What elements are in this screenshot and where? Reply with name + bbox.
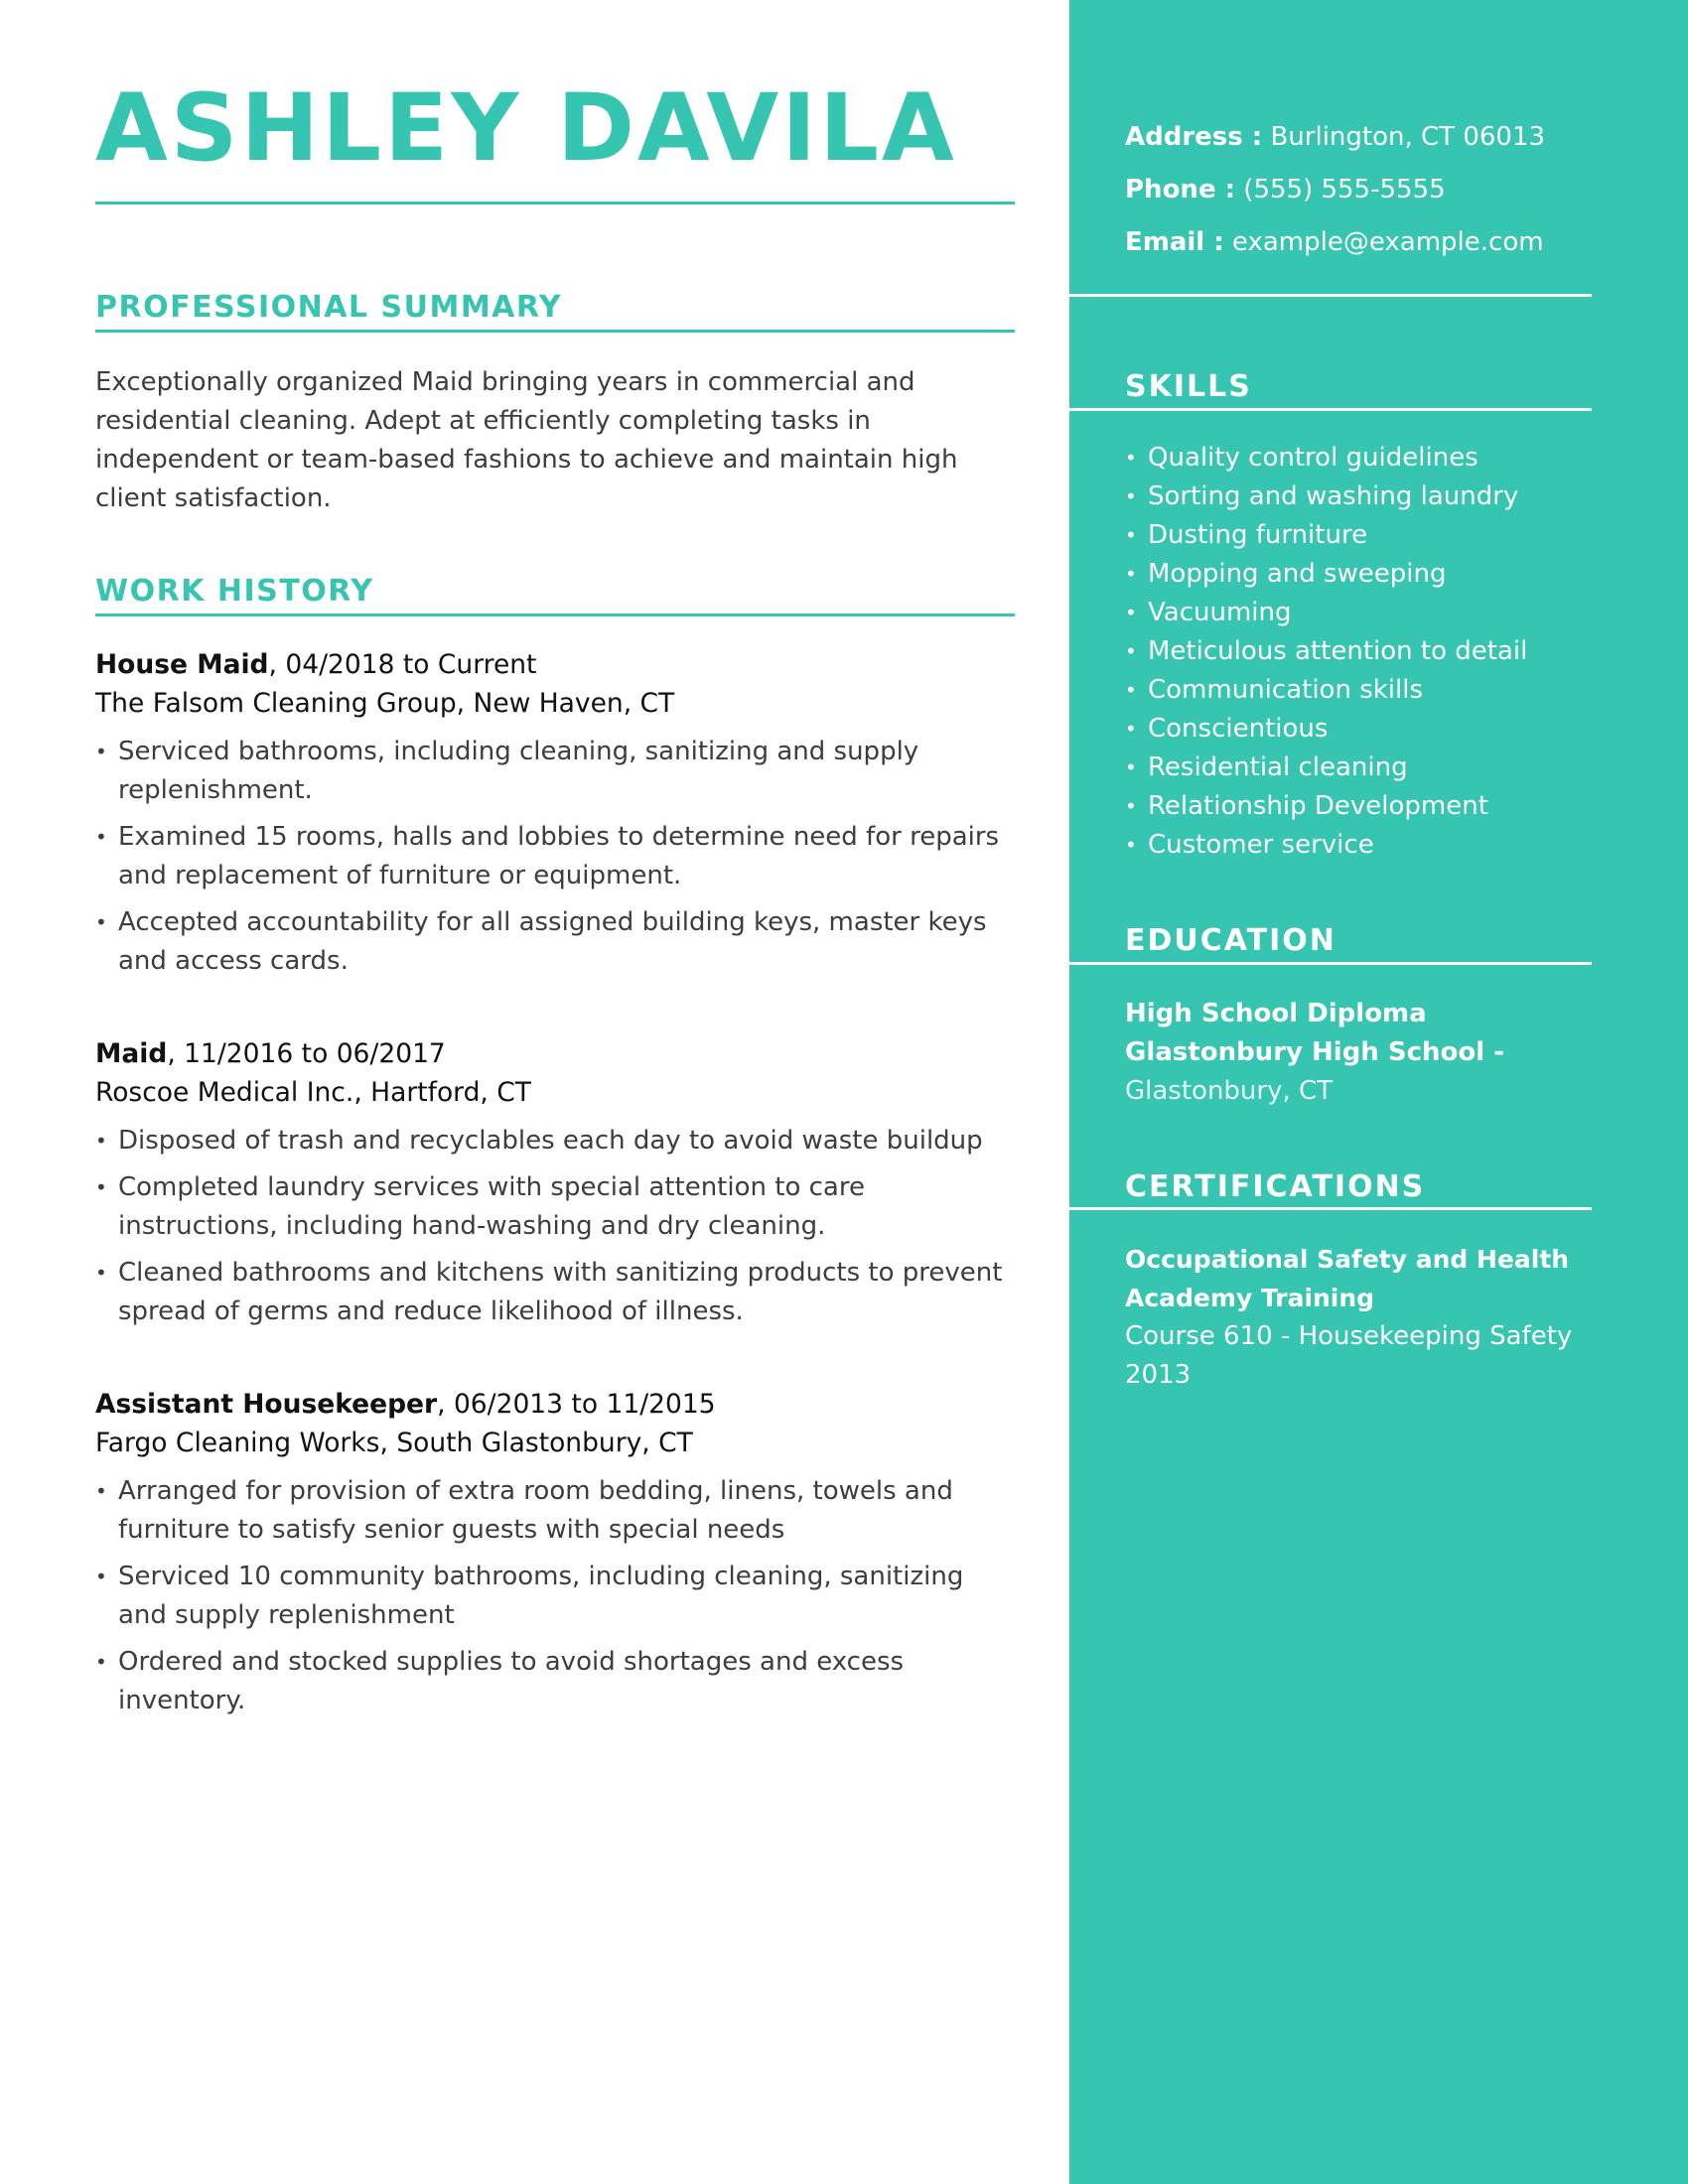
job-company: The Falsom Cleaning Group — [95, 688, 457, 719]
skill-item: • Sorting and washing laundry — [1125, 478, 1527, 516]
job-bullet: • Accepted accountability for all assigned building keys, master keys and access cards. — [95, 903, 1015, 981]
skill-item: • Conscientious — [1125, 710, 1527, 749]
job-role: House Maid — [95, 649, 269, 680]
address-value: Burlington, CT 06013 — [1262, 122, 1546, 152]
contact-address — [1125, 111, 1545, 164]
contact-block — [1125, 111, 1545, 269]
certification-name-line2: Academy Training — [1125, 1284, 1375, 1312]
job-entry — [95, 1385, 1015, 1728]
job-dates: , 11/2016 to 06/2017 — [167, 1038, 446, 1069]
skill-item: • Mopping and sweeping — [1125, 555, 1527, 594]
email-label: Email : — [1125, 227, 1224, 257]
job-bullet: • Completed laundry services with special attention to care instructions, including hand-washing and dry cleaning. — [95, 1168, 1015, 1246]
job-company-line — [95, 1424, 1015, 1462]
job-entry — [95, 645, 1015, 989]
education-degree: High School Diploma — [1125, 999, 1427, 1028]
skill-item: • Meticulous attention to detail — [1125, 632, 1527, 671]
contact-email — [1125, 216, 1545, 269]
job-company: Fargo Cleaning Works — [95, 1428, 380, 1458]
job-bullet: • Ordered and stocked supplies to avoid shortages and excess inventory. — [95, 1643, 1015, 1720]
education-divider — [1069, 962, 1592, 965]
job-location: , South Glastonbury, CT — [379, 1428, 693, 1458]
skill-item: • Residential cleaning — [1125, 749, 1527, 787]
job-location: , New Haven, CT — [456, 688, 675, 719]
skills-list — [1125, 439, 1527, 865]
work-history-title: WORK HISTORY — [95, 574, 1015, 616]
job-title-line — [95, 1385, 1015, 1424]
skill-item: • Vacuuming — [1125, 594, 1527, 632]
sidebar — [1069, 0, 1688, 2184]
education-title: EDUCATION — [1125, 923, 1336, 958]
certification-year: 2013 — [1125, 1360, 1192, 1390]
job-bullet: • Arranged for provision of extra room bedding, linens, towels and furniture to satisfy senior guests with special needs — [95, 1472, 1015, 1550]
skill-item: • Quality control guidelines — [1125, 439, 1527, 478]
phone-value: (555) 555-5555 — [1235, 175, 1446, 205]
skill-item: • Dusting furniture — [1125, 516, 1527, 555]
address-label: Address : — [1125, 122, 1263, 152]
candidate-name: ASHLEY DAVILA — [95, 74, 957, 183]
job-bullets — [95, 733, 1015, 981]
certifications-title: CERTIFICATIONS — [1125, 1169, 1426, 1204]
job-role: Assistant Housekeeper — [95, 1389, 438, 1420]
certifications-divider — [1069, 1207, 1592, 1210]
skills-title: SKILLS — [1125, 369, 1252, 404]
skill-item: • Communication skills — [1125, 671, 1527, 710]
certification-course: Course 610 - Housekeeping Safety — [1125, 1321, 1573, 1351]
skill-item: • Customer service — [1125, 826, 1527, 865]
phone-label: Phone : — [1125, 175, 1236, 205]
job-bullet: • Cleaned bathrooms and kitchens with sanitizing products to prevent spread of germs and reduce likelihood of illness. — [95, 1254, 1015, 1331]
summary-title: PROFESSIONAL SUMMARY — [95, 290, 1015, 333]
job-title-line — [95, 1034, 1015, 1073]
job-bullet: • Disposed of trash and recyclables each day to avoid waste buildup — [95, 1122, 1015, 1160]
job-dates: , 06/2013 to 11/2015 — [437, 1389, 716, 1420]
job-bullet: • Serviced 10 community bathrooms, including cleaning, sanitizing and supply replenishment — [95, 1558, 1015, 1635]
summary-text: Exceptionally organized Maid bringing years in commercial and residential cleaning. Adept at efficiently completing tasks in independent or team-based fashions to achieve and maintain high client satisfaction. — [95, 367, 958, 513]
certification-name-line1: Occupational Safety and Health — [1125, 1245, 1570, 1274]
certification-block — [1125, 1240, 1572, 1395]
job-location: , Hartford, CT — [353, 1077, 531, 1108]
education-location: Glastonbury, CT — [1125, 1076, 1334, 1106]
job-company-line — [95, 1073, 1015, 1112]
name-divider — [95, 202, 1015, 205]
job-bullet: • Examined 15 rooms, halls and lobbies to determine need for repairs and replacement of furniture or equipment. — [95, 818, 1015, 895]
job-entry — [95, 1034, 1015, 1339]
education-school: Glastonbury High School - — [1125, 1037, 1504, 1067]
skill-item: • Relationship Development — [1125, 787, 1527, 826]
email-value: example@example.com — [1223, 227, 1544, 257]
contact-divider — [1069, 294, 1592, 297]
job-company-line — [95, 684, 1015, 723]
job-company: Roscoe Medical Inc. — [95, 1077, 354, 1108]
contact-phone — [1125, 164, 1545, 216]
job-bullet: • Serviced bathrooms, including cleaning, sanitizing and supply replenishment. — [95, 733, 1015, 810]
job-bullets — [95, 1472, 1015, 1720]
education-block — [1125, 995, 1504, 1111]
job-dates: , 04/2018 to Current — [268, 649, 537, 680]
skills-divider — [1069, 408, 1592, 411]
job-bullets — [95, 1122, 1015, 1331]
job-role: Maid — [95, 1038, 168, 1069]
job-title-line — [95, 645, 1015, 684]
